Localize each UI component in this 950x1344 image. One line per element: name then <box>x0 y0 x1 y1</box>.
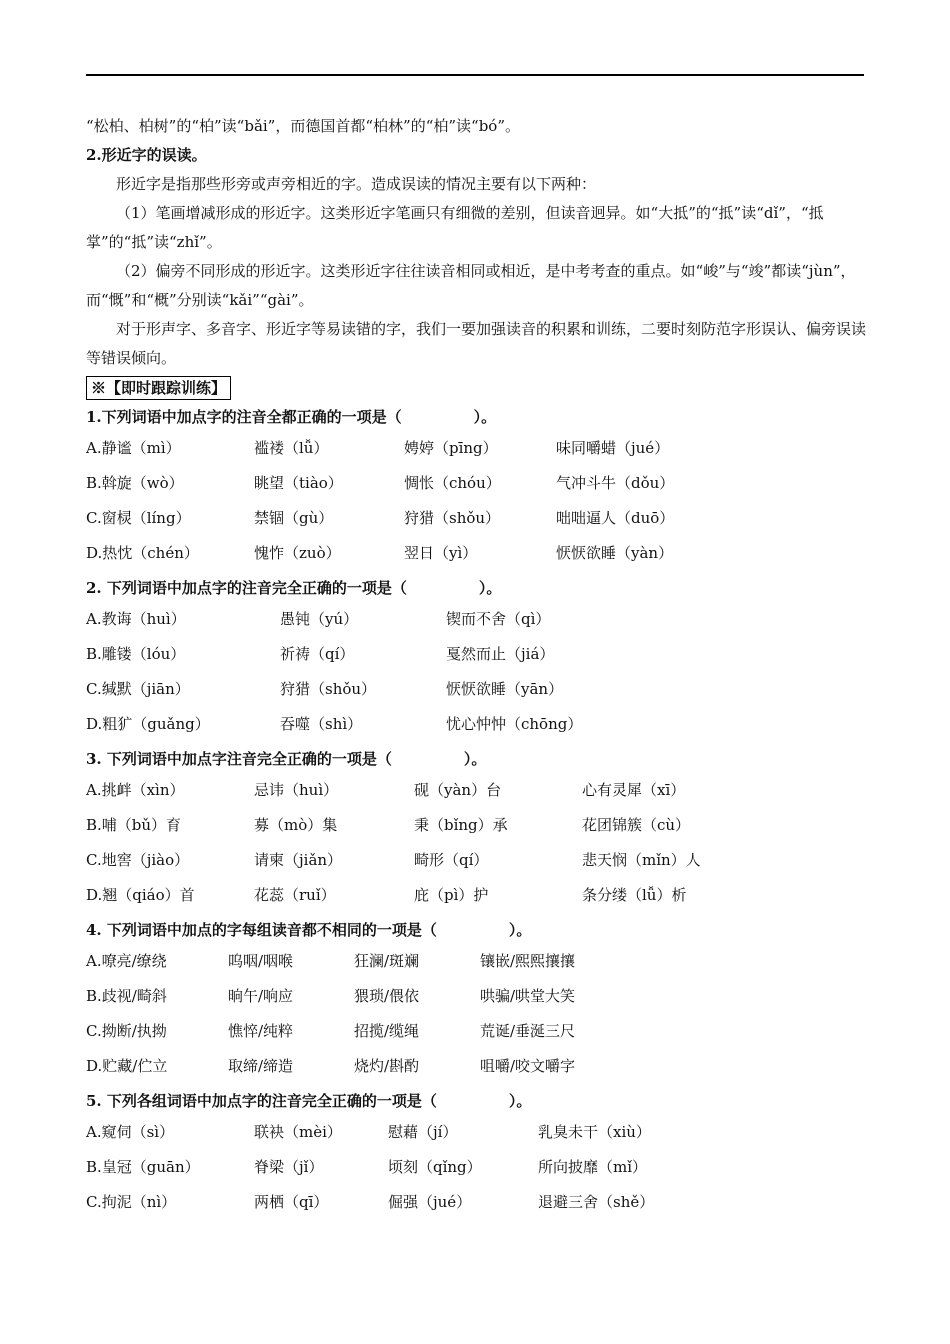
option-row: A.静谧（mì） 褴褛（lǚ） 娉婷（pīng） 味同嚼蜡（jué） <box>86 439 670 457</box>
question-stem: 1.下列词语中加点字的注音全都正确的一项是（ ）。 <box>86 408 497 426</box>
option-row: B.雕镂（lóu） 祈祷（qí） 戛然而止（jiá） <box>86 645 555 663</box>
option-row: B.哺（bǔ）育 募（mò）集 秉（bǐng）承 花团锦簇（cù） <box>86 816 691 834</box>
section-title: 2.形近字的误读。 <box>86 146 207 164</box>
option-row: B.歧视/畸斜 晌午/响应 猥琐/偎依 哄骗/哄堂大笑 <box>86 987 576 1005</box>
training-tag: ※【即时跟踪训练】 <box>86 376 231 400</box>
option-row: D.粗犷（guǎng） 吞噬（shì） 忧心忡忡（chōng） <box>86 715 583 733</box>
question-stem: 5. 下列各组词语中加点字的注音完全正确的一项是（ ）。 <box>86 1092 532 1110</box>
option-row: C.缄默（jiān） 狩猎（shǒu） 恹恹欲睡（yān） <box>86 680 564 698</box>
option-row: D.热忱（chén） 愧怍（zuò） 翌日（yì） 恹恹欲睡（yàn） <box>86 544 674 562</box>
option-row: C.拗断/执拗 憔悴/纯粹 招揽/缆绳 荒诞/垂涎三尺 <box>86 1022 576 1040</box>
intro-line: “松柏、柏树”的“柏”读“bǎi”，而德国首都“柏林”的“柏”读“bó”。 <box>86 117 520 135</box>
question-stem: 2. 下列词语中加点字的注音完全正确的一项是（ ）。 <box>86 579 502 597</box>
option-row: C.窗棂（líng） 禁锢（gù） 狩猎（shǒu） 咄咄逼人（duō） <box>86 509 675 527</box>
document-body <box>86 112 866 1220</box>
option-row: A.窥伺（sì） 联袂（mèi） 慰藉（jí） 乳臭未干（xiù） <box>86 1123 651 1141</box>
option-row: C.拘泥（nì） 两栖（qī） 倔强（jué） 退避三舍（shě） <box>86 1193 655 1211</box>
paragraph: 对于形声字、多音字、形近字等易读错的字，我们一要加强读音的积累和训练，二要时刻防范字形误认、偏旁误读等错误倾向。 <box>86 320 867 367</box>
paragraph: 形近字是指那些形旁或声旁相近的字。造成误读的情况主要有以下两种： <box>116 175 597 193</box>
paragraph: （2）偏旁不同形成的形近字。这类形近字往往读音相同或相近，是中考考查的重点。如“峻”与“竣”都读“jùn”，而“慨”和“概”分别读“kǎi”“gài”。 <box>86 262 856 309</box>
option-row: A.教诲（huì） 愚钝（yú） 锲而不舍（qì） <box>86 610 551 628</box>
header-rule <box>86 74 864 76</box>
question-stem: 3. 下列词语中加点字注音完全正确的一项是（ ）。 <box>86 750 487 768</box>
option-row: B.斡旋（wò） 眺望（tiào） 惆怅（chóu） 气冲斗牛（dǒu） <box>86 474 675 492</box>
option-row: D.贮藏/伫立 取缔/缔造 烧灼/斟酌 咀嚼/咬文嚼字 <box>86 1057 576 1075</box>
question-stem: 4. 下列词语中加点的字每组读音都不相同的一项是（ ）。 <box>86 921 532 939</box>
option-row: D.翘（qiáo）首 花蕊（ruǐ） 庇（pì）护 条分缕（lǚ）析 <box>86 886 687 904</box>
option-row: A.嘹亮/缭绕 呜咽/咽喉 狂澜/斑斓 镶嵌/熙熙攘攘 <box>86 952 576 970</box>
option-row: C.地窖（jiào） 请柬（jiǎn） 畸形（qí） 悲天悯（mǐn）人 <box>86 851 701 869</box>
option-row: A.挑衅（xìn） 忌讳（huì） 砚（yàn）台 心有灵犀（xī） <box>86 781 686 799</box>
option-row: B.皇冠（guān） 脊梁（jǐ） 顷刻（qǐng） 所向披靡（mǐ） <box>86 1158 648 1176</box>
paragraph: （1）笔画增减形成的形近字。这类形近字笔画只有细微的差别，但读音迥异。如“大抵”的“抵”读“dǐ”，“抵掌”的“抵”读“zhǐ”。 <box>86 204 824 251</box>
